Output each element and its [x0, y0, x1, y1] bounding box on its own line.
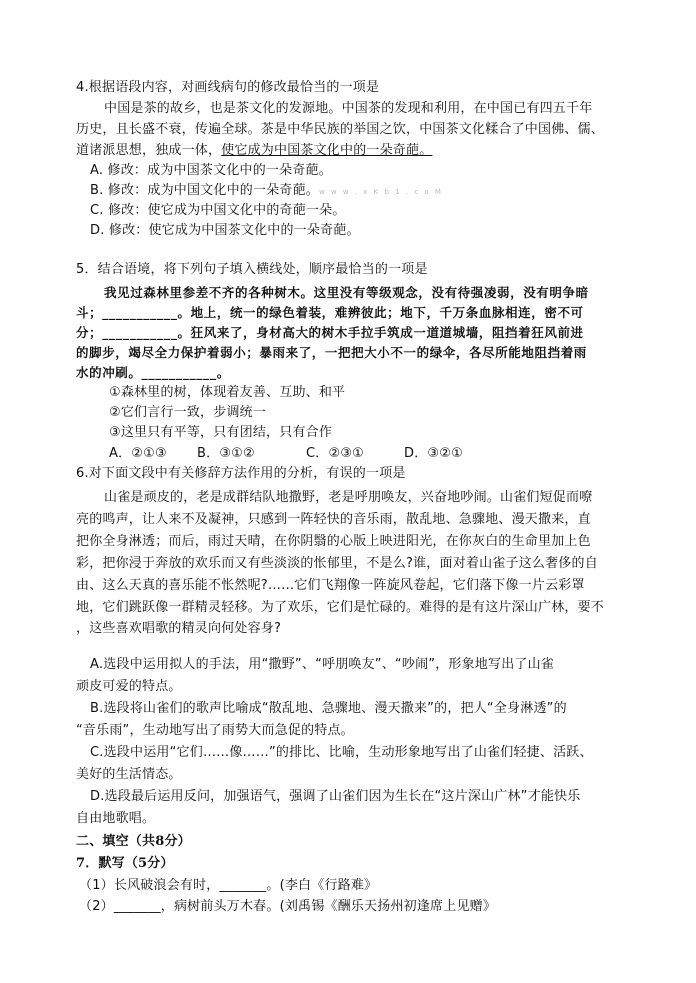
- q7-item-1: （1）长风破浪会有时，_______。(李白《行路难》: [79, 878, 378, 893]
- q5-option-d: D．③②①: [404, 446, 463, 461]
- watermark-text: w w w . x K b 1 . c o M: [318, 188, 443, 196]
- q6-option-b-line-2: “音乐雨”，生动地写出了雨势大而急促的特点。: [76, 723, 354, 738]
- q6-option-a-line-1: A.选段中运用拟人的手法，用“撒野”、“呼朋唤友”、“吵闹”，形象地写出了山雀: [90, 657, 555, 672]
- q5-option-a: A．②①③: [109, 446, 167, 461]
- q6-passage-line-6: 地，它们跳跃像一群精灵轻移。为了欢乐，它们是忙碌的。难得的是有这片深山广林，要不: [76, 600, 605, 615]
- q4-passage-line-1: 中国是茶的故乡，也是茶文化的发源地。中国茶的发现和利用，在中国已有四五千年: [104, 101, 593, 116]
- q5-option-b: B．③①②: [197, 446, 255, 461]
- q4-passage-line-3: [76, 141, 432, 161]
- q4-title: 4.根据语段内容，对画线病句的修改最恰当的一项是: [76, 80, 380, 95]
- q4-passage-line-2: 历史，且长盛不衰，传遍全球。茶是中华民族的举国之饮，中国茶文化糅合了中国佛、儒、: [76, 122, 605, 137]
- q4-underlined-sentence: 使它成为中国茶文化中的一朵奇葩。: [221, 143, 433, 158]
- q4-option-b-text: B. 修改：成为中国文化中的一朵奇葩。: [90, 183, 319, 198]
- q6-passage-line-5: 由、这么天真的喜乐能不怅然呢?……它们飞翔像一阵旋风卷起，它们落下像一片云彩罩: [76, 578, 585, 593]
- q6-passage-line-4: 彩，把你浸于奔放的欢乐而又有些淡淡的怅郁里，不是么?谁，面对着山雀子这么奢侈的自: [76, 556, 598, 571]
- q5-item-1: ①森林里的树，体现着友善、互助、和平: [109, 385, 346, 400]
- q6-passage-line-2: 亮的鸣声，让人来不及凝神，只感到一阵轻快的音乐雨，散乱地、急骤地、漫天撒来，直: [76, 512, 591, 527]
- q5-passage-line-3: 分；___________。狂风来了，身材高大的树木手拉手筑成一道道城墙，阻挡着狂风前进: [76, 325, 584, 340]
- q4-option-b: [90, 181, 443, 202]
- q4-option-d: D. 修改：使它成为中国茶文化中的一朵奇葩。: [90, 223, 360, 238]
- q6-option-d-line-2: 自由地歌唱。: [76, 811, 156, 826]
- q4-passage-line-3-plain: 道诸派思想，独成一体，: [76, 143, 222, 158]
- q6-option-c-line-1: C.选段中运用“它们……像……”的排比、比喻，生动形象地写出了山雀们轻捷、活跃、: [90, 745, 593, 760]
- q5-passage-line-2: 斗；___________。地上，统一的绿色着装，难辨彼此；地下，千万条血脉相连，密不可: [76, 305, 584, 320]
- q5-passage-line-5: 水的冲刷。___________。: [76, 365, 230, 380]
- q6-title: 6.对下面文段中有关修辞方法作用的分析，有误的一项是: [76, 466, 406, 481]
- q5-passage-line-4: 的脚步，竭尽全力保护着弱小；暴雨来了，一把把大小不一的绿伞，各尽所能地阻挡着雨: [76, 345, 587, 360]
- q6-passage-line-7: ，这些喜欢唱歌的精灵向何处容身?: [76, 621, 282, 636]
- q6-passage-line-3: 把你全身淋透；而后，雨过天晴，在你阴翳的心版上映进阳光，在你灰白的生命里加上色: [76, 534, 591, 549]
- q5-item-3: ③这里只有平等，只有团结，只有合作: [109, 425, 333, 440]
- q6-option-d-line-1: D.选段最后运用反问，加强语气，强调了山雀们因为生长在“这片深山广林”才能快乐: [90, 789, 581, 804]
- q6-option-a-line-2: 顽皮可爱的特点。: [76, 679, 182, 694]
- q7-item-2: （2）_______，病树前头万木春。(刘禹锡《酬乐天扬州初逢席上见赠》: [79, 899, 497, 914]
- q5-item-2: ②它们言行一致，步调统一: [109, 405, 267, 420]
- q6-option-c-line-2: 美好的生活情态。: [76, 767, 182, 782]
- q7-title: 7．默写（5分）: [76, 856, 174, 871]
- q5-title: 5．结合语境，将下列句子填入横线处，顺序最恰当的一项是: [76, 262, 428, 277]
- q6-option-b-line-1: B.选段将山雀们的歌声比喻成“散乱地、急骤地、漫天撒来”的，把人“全身淋透”的: [90, 701, 567, 716]
- q4-option-a: A. 修改：成为中国茶文化中的一朵奇葩。: [90, 163, 332, 178]
- section-2-heading: 二、填空（共8分）: [76, 834, 191, 849]
- q4-option-c: C. 修改：使它成为中国文化中的奇葩一朵。: [90, 203, 346, 218]
- q5-passage-line-1: 我见过森林里参差不齐的各种树木。这里没有等级观念，没有待强凌弱，没有明争暗: [104, 285, 589, 300]
- q6-passage-line-1: 山雀是顽皮的，老是成群结队地撒野，老是呼朋唤友，兴奋地吵闹。山雀们短促而嘹: [104, 490, 593, 505]
- q5-option-c: C．②③①: [306, 446, 365, 461]
